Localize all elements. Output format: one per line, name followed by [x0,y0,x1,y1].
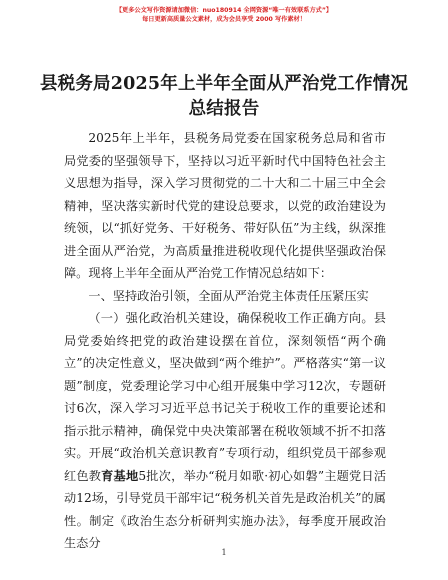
document-title-line2: 总结报告 [188,99,260,119]
promo-banner-line1: 【更多公文写作资源请加微信：nuo180914 全网资源“唯一有效联系方式”】 [115,7,333,14]
document-body [64,127,386,555]
paragraph-text-start: （一）强化政治机关建设，确保税收工作正确方向。县局党委始终把党的政治建设摆在首位，深刻领悟“两个确立”的决定性意义，坚决做到“两个维护”。严格落实“第一议题”制度，党委理论学习中心组开展集中学习12次，专题研讨6次，深入学习习近平总书记关于税收工作的重要论述和指示批示精神，确保党中央决策部署在税收领域不折不扣落实。开展“政治机关意识教育”专项行动，组织党员干部参观红色教 [64,311,386,483]
document-title [0,72,448,122]
promo-banner-line2: 每日更新高质量公文素材，成为会员享受 2000 写作素材！ [142,16,306,23]
intro-paragraph: 2025年上半年，县税务局党委在国家税务总局和省市局党委的坚强领导下，坚持以习近平新时代中国特色社会主义思想为指导，深入学习贯彻党的二十大和二十届三中全会精神，坚决落实新时代党的建设总要求，以党的政治建设为统领，以“抓好党务、干好税务、带好队伍”为主线，纵深推进全面从严治党，为高质量推进税收现代化提供坚强政治保障。现将上半年全面从严治党工作情况总结如下： [64,131,386,280]
section-heading: 一、坚持政治引领，全面从严治党主体责任压紧压实 [88,288,369,303]
page-number: 1 [221,548,227,557]
paragraph-bold-text: 育基地 [101,468,139,483]
body-paragraph [64,307,386,555]
document-title-line1: 县税务局2025年上半年全面从严治党工作情况 [39,74,409,94]
promo-banner [0,6,448,24]
paragraph-text-end: 5批次，举办“税月如歌·初心如磐”主题党日活动12场，引导党员干部牢记“税务机关首先是政治机关”的属性。制定《政治生态分析研判实施办法》，每季度开展政治生态分 [64,468,387,550]
